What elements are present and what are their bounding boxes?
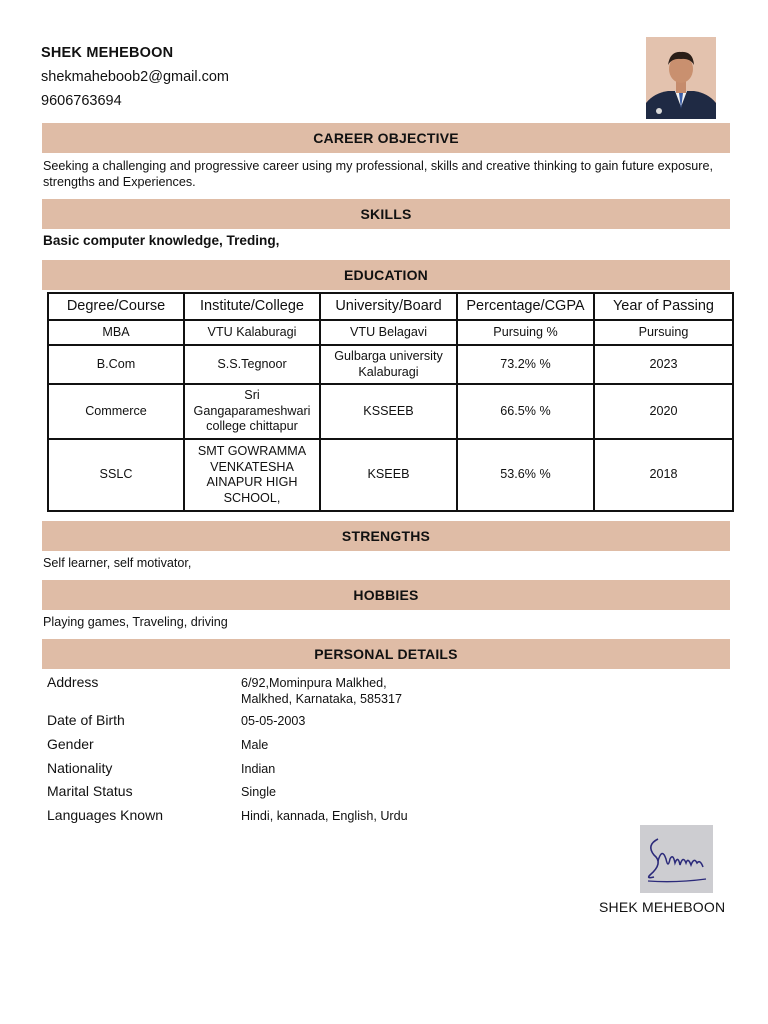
signature-image (640, 825, 713, 893)
table-row (49, 346, 732, 385)
column-header: Institute/College (185, 294, 321, 321)
column-header: University/Board (321, 294, 458, 321)
nationality-label: Nationality (47, 760, 113, 776)
languages-label: Languages Known (47, 807, 163, 823)
email-address: shekmaheboob2@gmail.com (41, 69, 230, 85)
table-cell: 73.2% % (458, 346, 595, 385)
hobbies-text: Playing games, Traveling, driving (43, 615, 228, 629)
gender-label: Gender (47, 736, 94, 752)
table-cell: Gulbarga university Kalaburagi (321, 346, 458, 385)
column-header: Degree/Course (49, 294, 185, 321)
table-cell: Sri Gangaparameshwari college chittapur (185, 385, 321, 440)
signature-name: SHEK MEHEBOON (599, 899, 726, 915)
table-cell: 2023 (595, 346, 732, 385)
table-cell: MBA (49, 321, 185, 346)
person-portrait-icon (646, 37, 716, 119)
table-cell: VTU Belagavi (321, 321, 458, 346)
column-header: Year of Passing (595, 294, 732, 321)
nationality-value: Indian (241, 762, 276, 776)
table-cell: 53.6% % (458, 440, 595, 510)
skills-text: Basic computer knowledge, Treding, (43, 233, 280, 248)
table-cell: KSSEEB (321, 385, 458, 440)
table-cell: S.S.Tegnoor (185, 346, 321, 385)
strengths-heading: STRENGTHS (42, 521, 730, 551)
table-cell: SSLC (49, 440, 185, 510)
career-objective-text: Seeking a challenging and progressive career using my professional, skills and creative thinking to gain future exposure, strengths and Experiences. (43, 159, 713, 189)
table-header-row (49, 294, 732, 321)
dob-label: Date of Birth (47, 712, 125, 728)
address-label: Address (47, 674, 99, 690)
table-cell: Pursuing % (458, 321, 595, 346)
candidate-name: SHEK MEHEBOON (41, 45, 174, 61)
table-row (49, 321, 732, 346)
strengths-text: Self learner, self motivator, (43, 556, 192, 570)
skills-heading: SKILLS (42, 199, 730, 229)
table-cell: SMT GOWRAMMA VENKATESHA AINAPUR HIGH SCHOOL, (185, 440, 321, 510)
languages-value: Hindi, kannada, English, Urdu (241, 809, 408, 823)
table-cell: KSEEB (321, 440, 458, 510)
table-cell: 2020 (595, 385, 732, 440)
column-header: Percentage/CGPA (458, 294, 595, 321)
education-heading: EDUCATION (42, 260, 730, 290)
table-cell: 66.5% % (458, 385, 595, 440)
profile-photo (646, 37, 716, 119)
marital-status-label: Marital Status (47, 783, 133, 799)
marital-status-value: Single (241, 785, 277, 799)
address-line1: 6/92,Mominpura Malkhed, (241, 676, 387, 690)
table-cell: 2018 (649, 467, 678, 482)
table-cell: Commerce (49, 385, 185, 440)
table-cell: B.Com (49, 346, 185, 385)
address-line2: Malkhed, Karnataka, 585317 (241, 692, 403, 706)
phone-number: 9606763694 (41, 93, 122, 109)
table-cell: VTU Kalaburagi (185, 321, 321, 346)
education-table (47, 292, 734, 512)
handwritten-signature-icon (640, 825, 713, 893)
personal-details-heading: PERSONAL DETAILS (42, 639, 730, 669)
table-cell: Pursuing (595, 321, 732, 346)
career-objective-heading: CAREER OBJECTIVE (42, 123, 730, 153)
table-row (49, 440, 732, 510)
hobbies-heading: HOBBIES (42, 580, 730, 610)
table-row (49, 385, 732, 440)
gender-value: Male (241, 738, 269, 752)
dob-value: 05-05-2003 (241, 714, 306, 728)
